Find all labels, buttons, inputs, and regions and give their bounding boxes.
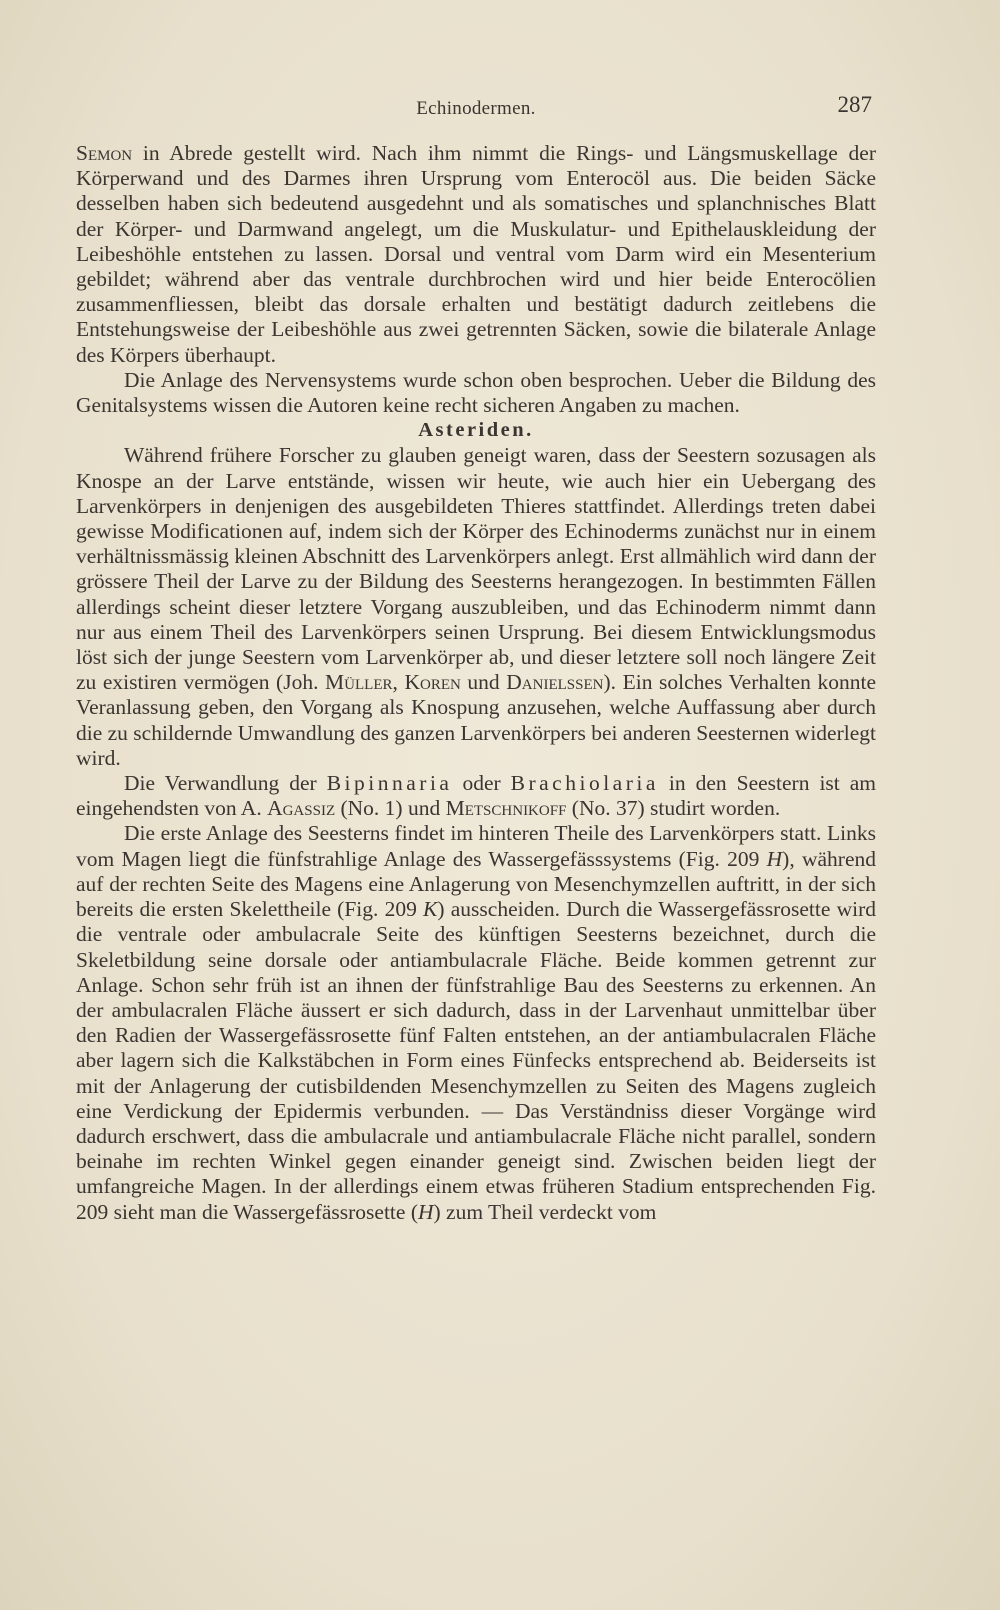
text-run: , xyxy=(392,670,405,695)
paragraph xyxy=(76,141,876,368)
paragraph xyxy=(76,443,876,771)
paragraph xyxy=(76,368,876,418)
author-name: Danielssen xyxy=(506,670,604,695)
text-run: Die erste Anlage des Seesterns findet im hinteren Theile des Larvenkörpers statt. Links vom Magen liegt die fünfstrahlige Anlage des Wassergefässsystems (Fig. 209 xyxy=(76,821,876,871)
paragraph xyxy=(76,771,876,821)
author-name: Koren xyxy=(404,670,461,695)
figure-label: K xyxy=(423,897,438,922)
text-run: Die Anlage des Nervensystems wurde schon oben besprochen. Ueber die Bildung des Genitalsystems wissen die Autoren keine recht sicheren Angaben zu machen. xyxy=(76,367,876,418)
text-run: (No. 37) studirt worden. xyxy=(566,796,781,821)
section-heading xyxy=(76,418,876,443)
text-run: oder xyxy=(452,771,511,796)
author-name: Semon xyxy=(76,141,133,165)
text-run: in den Seestern ist am eingehendsten von A. xyxy=(76,771,877,821)
paragraph xyxy=(76,821,876,1224)
text-run: Während frühere Forscher zu glauben geneigt waren, dass der Seestern sozusagen als Knospe an der Larve entstände, wissen wir heute, wie auch hier ein Uebergang des Larvenkörpers in denjenigen des ausgebildeten Thieres stattfindet. Allerdings treten dabei gewisse Modificationen auf, indem sich der Körper des Echinoderms zunächst nur in einem verhältnissmässig kleinen Abschnitt des Larvenkörpers anlegt. Erst allmählich wird dann der grössere Theil der Larve zu der Bildung des Seesterns herangezogen. In bestimmten Fällen allerdings scheint dieser letztere Vorgang auszubleiben, und das Echinoderm nimmt dann nur aus einem Theil des Larvenkörpers seinen Ursprung. Bei diesem Entwicklungsmodus löst sich der junge Seestern vom Larvenkörper ab, und dieser letztere soll noch längere Zeit zu existiren vermögen (Joh. xyxy=(76,443,876,695)
author-name: Metschnikoff xyxy=(445,796,567,821)
text-run: ), während auf der rechten Seite des Magens eine Anlagerung von Mesenchymzellen auftritt, in der sich bereits die ersten Skelettheile (Fig. 209 xyxy=(76,846,877,922)
spaced-term: Brachiolaria xyxy=(510,771,659,796)
text-run: ) ausscheiden. Durch die Wassergefässrosette wird die ventrale oder ambulacrale Seite des künftigen Seesterns bezeichnet, durch die Skeletbildung seine dorsale oder antiambulacrale Fläche. Beide kommen getrennt zur Anlage. Schon sehr früh ist an ihnen der fünfstrahlige Bau des Seesterns zu erkennen. An der ambulacralen Fläche äussert er sich dadurch, dass in der Larvenhaut unmittelbar über den Radien der Wassergefässrosette fünf Falten entstehen, an der antiambulacralen Fläche aber lagern sich die Kalkstäbchen in Form eines Fünfecks entsprechend ab. Beiderseits ist mit der Anlagerung der cutisbildenden Mesenchymzellen zu Seiten des Magens zugleich eine Verdickung der Epidermis verbunden. — Das Verständniss dieser Vorgänge wird dadurch erschwert, dass die ambulacrale und antiambulacrale Fläche nicht parallel, sondern beinahe im rechten Winkel gegen einander geneigt sind. Zwischen beiden liegt der umfangreiche Magen. In der allerdings einem etwas früheren Stadium entsprechenden Fig. 209 sieht man die Wassergefässrosette ( xyxy=(76,897,876,1224)
text-run: (No. 1) und xyxy=(335,796,446,821)
text-run: in Abrede gestellt wird. Nach ihm nimmt die Rings- und Längsmuskellage der Körperwand und des Darmes ihren Ursprung vom Enterocöl aus. Die beiden Säcke desselben haben sich bedeutend ausgedehnt und als somatisches und splanchnisches Blatt der Körper- und Darmwand angelegt, um die Muskulatur- und Epithelauskleidung der Leibeshöhle entstehen zu lassen. Dorsal und ventral vom Darm wird ein Mesenterium gebildet; während aber das ventrale durchbrochen wird und hier beide Enterocölien zusammenfliessen, bleibt das dorsale erhalten und bestätigt dadurch zeitlebens die Entstehungsweise der Leibeshöhle aus zwei getrennten Säcken, sowie die bilaterale Anlage des Körpers überhaupt. xyxy=(76,141,876,367)
page-number: 287 xyxy=(837,92,872,117)
author-name: Müller xyxy=(325,670,393,695)
figure-label: H xyxy=(766,846,783,871)
text-run: Die Verwandlung der xyxy=(124,771,327,796)
text-run: ) zum Theil verdeckt vom xyxy=(433,1199,657,1224)
text-run: ). Ein solches Verhalten konnte Veranlassung geben, den Vorgang als Knospung anzusehen, welche Auffassung aber durch die zu schildernde Umwandlung des ganzen Larvenkörpers bei anderen Seesternen widerlegt wird. xyxy=(76,670,877,770)
figure-label: H xyxy=(417,1199,434,1224)
author-name: Agassiz xyxy=(267,796,336,821)
page-text xyxy=(76,90,876,1225)
running-title: Echinodermen. xyxy=(416,98,536,119)
text-run: und xyxy=(460,670,507,695)
spaced-term: Bipinnaria xyxy=(326,771,453,796)
page-header xyxy=(76,90,876,130)
text-run: Asteriden. xyxy=(418,419,534,442)
